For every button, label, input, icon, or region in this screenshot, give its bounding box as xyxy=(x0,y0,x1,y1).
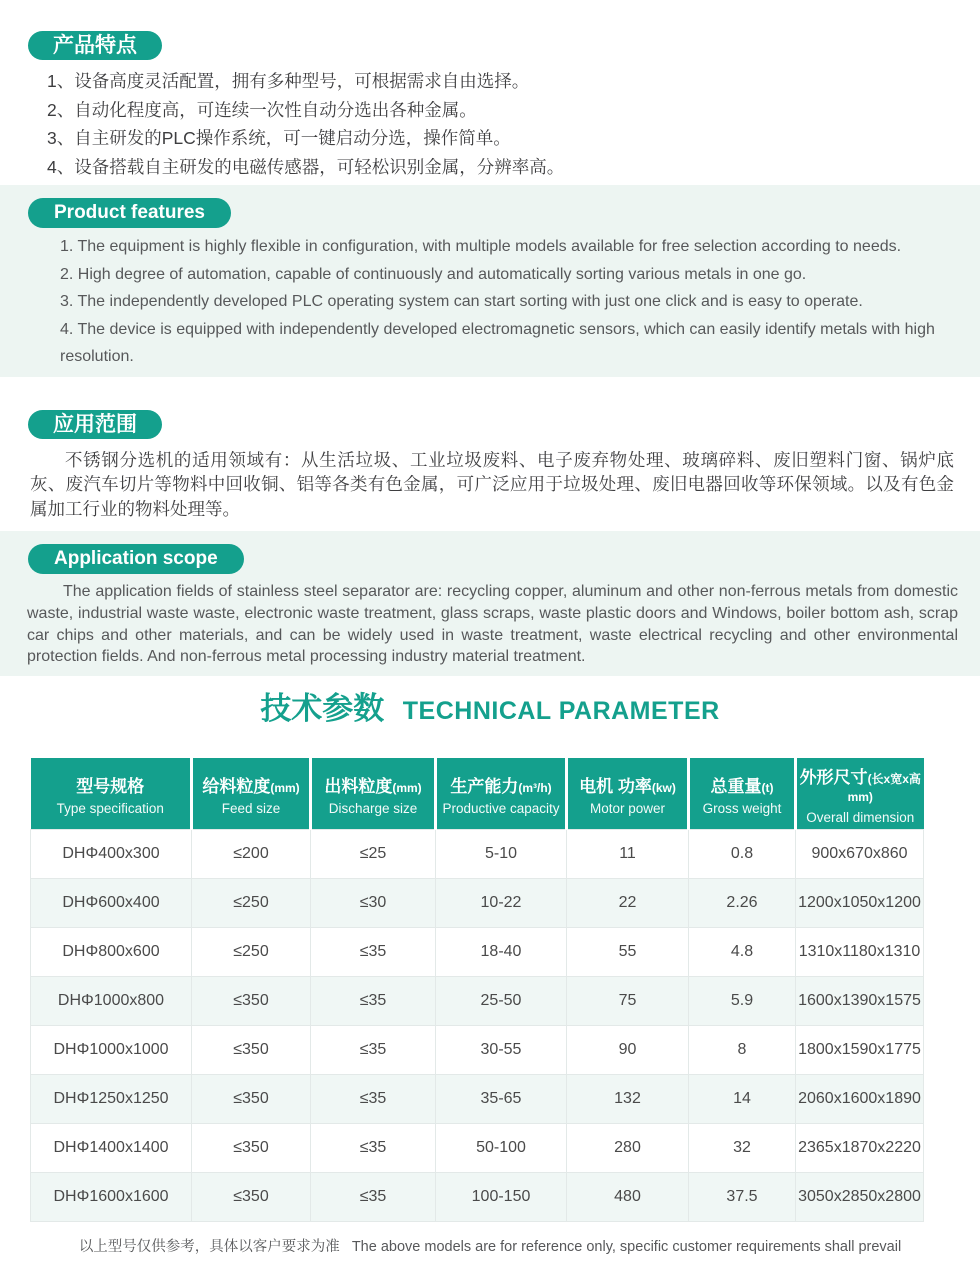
table-cell: 1200x1050x1200 xyxy=(796,878,924,927)
table-cell: 1600x1390x1575 xyxy=(796,976,924,1025)
product-features-list-zh xyxy=(28,67,980,181)
table-cell: DHΦ800x600 xyxy=(31,927,192,976)
table-cell: 900x670x860 xyxy=(796,829,924,878)
table-cell: 1800x1590x1775 xyxy=(796,1025,924,1074)
col-header-type-specification: 型号规格 Type specification xyxy=(31,758,192,829)
table-cell: ≤35 xyxy=(311,1025,436,1074)
table-cell: ≤200 xyxy=(192,829,311,878)
col-header-motor-power: 电机 功率(kw) Motor power xyxy=(567,758,689,829)
list-item: 3. The independently developed PLC operating system can start sorting with just one click and is easy to operate. xyxy=(60,293,863,311)
table-cell: ≤30 xyxy=(311,878,436,927)
technical-parameter-table xyxy=(30,758,924,1222)
table-cell: 18-40 xyxy=(436,927,567,976)
table-cell: ≤35 xyxy=(311,1074,436,1123)
table-cell: DHΦ600x400 xyxy=(31,878,192,927)
list-item: 4. The device is equipped with independently developed electromagnetic sensors, which can easily identify metals with high resolution. xyxy=(60,320,935,366)
section-application-scope-en xyxy=(0,531,980,676)
table-cell: ≤350 xyxy=(192,1123,311,1172)
col-header-feed-size: 给料粒度(mm) Feed size xyxy=(192,758,311,829)
table-row xyxy=(31,829,924,878)
list-item: 2、自动化程度高，可连续一次性自动分选出各种金属。 xyxy=(47,99,477,120)
table-cell: 0.8 xyxy=(689,829,796,878)
table-cell: 10-22 xyxy=(436,878,567,927)
application-scope-text-en: The application fields of stainless steel separator are: recycling copper, aluminum and other non-ferrous metals from domestic waste, industrial waste waste, electronic waste treatment, glass scraps, waste plastic doors and Windows, boiler bottom ash, scrap car chips and other materials, and can be widely used in waste treatment, waste electrical recycling and other environmental protection fields. And non-ferrous metal processing industry material treatment. xyxy=(27,583,958,666)
table-cell: 22 xyxy=(567,878,689,927)
section-application-scope xyxy=(0,410,980,439)
application-scope-badge-en: Application scope xyxy=(28,544,244,574)
table-cell: 8 xyxy=(689,1025,796,1074)
product-features-badge-en: Product features xyxy=(28,198,231,228)
table-cell: 35-65 xyxy=(436,1074,567,1123)
col-header-discharge-size: 出料粒度(mm) Discharge size xyxy=(311,758,436,829)
table-cell: 75 xyxy=(567,976,689,1025)
technical-parameter-title xyxy=(0,690,980,728)
table-cell: 1310x1180x1310 xyxy=(796,927,924,976)
table-cell: 2060x1600x1890 xyxy=(796,1074,924,1123)
table-cell: 90 xyxy=(567,1025,689,1074)
title-zh: 技术参数 xyxy=(260,691,385,727)
table-cell: 11 xyxy=(567,829,689,878)
table-cell: ≤35 xyxy=(311,976,436,1025)
table-cell: 100-150 xyxy=(436,1172,567,1221)
list-item: 4、设备搭载自主研发的电磁传感器，可轻松识别金属，分辨率高。 xyxy=(47,156,565,177)
table-row xyxy=(31,1123,924,1172)
table-row xyxy=(31,1172,924,1221)
title-en: TECHNICAL PARAMETER xyxy=(402,697,720,726)
table-cell: 2365x1870x2220 xyxy=(796,1123,924,1172)
table-cell: DHΦ400x300 xyxy=(31,829,192,878)
table-cell: 280 xyxy=(567,1123,689,1172)
table-cell: 30-55 xyxy=(436,1025,567,1074)
table-row xyxy=(31,1025,924,1074)
table-cell: ≤35 xyxy=(311,927,436,976)
table-cell: ≤250 xyxy=(192,878,311,927)
table-cell: ≤350 xyxy=(192,1074,311,1123)
table-row xyxy=(31,1074,924,1123)
product-features-list-en xyxy=(0,233,980,371)
table-cell: 2.26 xyxy=(689,878,796,927)
table-cell: 50-100 xyxy=(436,1123,567,1172)
table-cell: ≤25 xyxy=(311,829,436,878)
table-cell: ≤350 xyxy=(192,1025,311,1074)
product-features-badge-zh: 产品特点 xyxy=(28,31,162,60)
table-cell: 25-50 xyxy=(436,976,567,1025)
table-row xyxy=(31,927,924,976)
table-cell: ≤350 xyxy=(192,976,311,1025)
table-row xyxy=(31,976,924,1025)
application-scope-text-zh: 不锈钢分选机的适用领域有：从生活垃圾、工业垃圾废料、电子废弃物处理、玻璃碎料、废旧塑料门窗、锅炉底灰、废汽车切片等物料中回收铜、铝等各类有色金属，可广泛应用于垃圾处理、废旧电器回收等环保领域。以及有色金属加工行业的物料处理等。 xyxy=(30,449,954,519)
table-cell: 4.8 xyxy=(689,927,796,976)
table-cell: 5.9 xyxy=(689,976,796,1025)
footnote-en: The above models are for reference only, specific customer requirements shall prevail xyxy=(351,1238,902,1255)
table-cell: ≤35 xyxy=(311,1172,436,1221)
table-cell: DHΦ1250x1250 xyxy=(31,1074,192,1123)
table-cell: 3050x2850x2800 xyxy=(796,1172,924,1221)
table-cell: 480 xyxy=(567,1172,689,1221)
table-footnote xyxy=(0,1235,980,1256)
table-cell: 55 xyxy=(567,927,689,976)
table-cell: ≤350 xyxy=(192,1172,311,1221)
section-product-features-en xyxy=(0,185,980,377)
list-item: 1、设备高度灵活配置，拥有多种型号，可根据需求自由选择。 xyxy=(47,71,530,91)
table-cell: DHΦ1000x800 xyxy=(31,976,192,1025)
table-cell: 132 xyxy=(567,1074,689,1123)
table-cell: 14 xyxy=(689,1074,796,1123)
table-cell: 37.5 xyxy=(689,1172,796,1221)
col-header-productive-capacity: 生产能力(m³/h) Productive capacity xyxy=(436,758,567,829)
table-cell: ≤250 xyxy=(192,927,311,976)
table-cell: ≤35 xyxy=(311,1123,436,1172)
table-cell: DHΦ1000x1000 xyxy=(31,1025,192,1074)
list-item: 1. The equipment is highly flexible in configuration, with multiple models available for free selection according to needs. xyxy=(60,238,902,256)
col-header-gross-weight: 总重量(t) Gross weight xyxy=(689,758,796,829)
table-cell: DHΦ1600x1600 xyxy=(31,1172,192,1221)
table-row xyxy=(31,878,924,927)
table-cell: 5-10 xyxy=(436,829,567,878)
list-item: 3、自主研发的PLC操作系统，可一键启动分选，操作简单。 xyxy=(47,128,511,149)
col-header-overall-dimension: 外形尺寸(长x宽x高mm) Overall dimension xyxy=(796,758,924,829)
list-item: 2. High degree of automation, capable of continuously and automatically sorting various metals in one go. xyxy=(60,265,807,283)
footnote-zh: 以上型号仅供参考，具体以客户要求为准 xyxy=(78,1238,340,1255)
section-product-features xyxy=(0,0,980,181)
table-cell: DHΦ1400x1400 xyxy=(31,1123,192,1172)
table-header-row xyxy=(31,758,924,829)
application-scope-badge-zh: 应用范围 xyxy=(28,410,162,439)
table-cell: 32 xyxy=(689,1123,796,1172)
